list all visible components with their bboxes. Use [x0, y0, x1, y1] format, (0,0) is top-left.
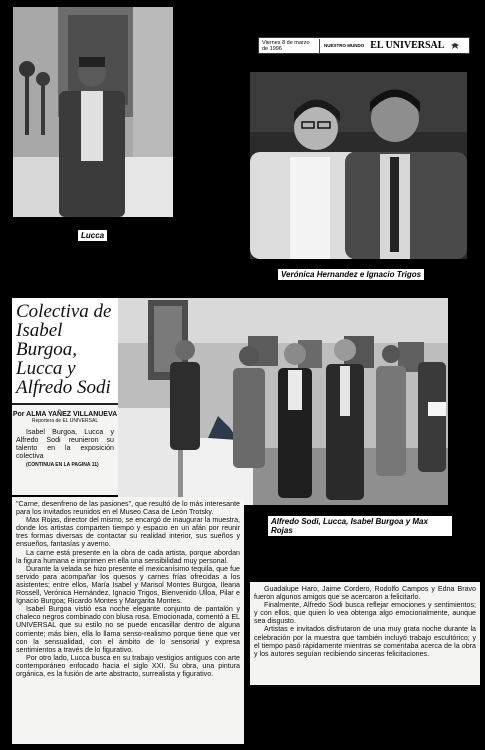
continuation-paragraph: Finalmente, Alfredo Sodi busca reflejar emociones y sentimientos; y con ellos, que quien lo vea obtenga algo emocionalmente, aunque sea disgusto.: [254, 601, 476, 626]
caption-photo-group-text: Alfredo Sodi, Lucca, Isabel Burgoa y Max Rojas: [271, 517, 428, 535]
article-continuation: [250, 582, 480, 685]
continuation-paragraph: Artistas e invitados disfrutaron de una muy grata noche durante la celebración por la muestra que también incluyó trabajo escultórico; y el tiempo pasó rápidamente mientras se comentaba acerca de la obra y los autores seguían recibiendo sinceras felicitaciones.: [254, 625, 476, 658]
photo-veronica-ignacio: [250, 72, 467, 259]
article-continued-note: (CONTINUA EN LA PAGINA 11): [26, 462, 99, 469]
masthead: [258, 37, 470, 54]
article-lead: [12, 424, 118, 460]
article-paragraph: Max Rojas, director del mismo, se encargó de inaugurar la muestra, donde los artistas comparten tiempo y espacio en un afán por reunir tres formas diversas de contactar su realidad interior, sus sueños y ensueños, fantasías y averno.: [16, 516, 240, 549]
article-paragraph: Durante la velada se hizo presente el mexicanísimo tequila, que fue servido para acompañar los quesos y carnes frías ofrecidas a los asistentes; entre ellos, María Isabel y Marisol Montes Burgoa, Ileana Rossell, Verónica Hernández, Ignacio Trigos, Bienvenido Ulloa, Pilar e Ignacio Burgoa; Ricardo Montes y Margarita Montes.: [16, 564, 240, 606]
continuation-paragraph: Guadalupe Haro, Jaime Cordero, Rodolfo Campos y Edna Bravo fueron algunos amigos que se acercaron a felicitarlo.: [254, 585, 476, 602]
article-author: Por ALMA YAÑEZ VILLANUEVA: [12, 411, 118, 418]
article-paragraph: Por otro lado, Lucca busca en su trabajo vestigios antiguos con arte contemporáneo enfocado hacia el siglo XXI. Su obra, una pintura orgánica, es la fusión de arte abstracto, surrealista y figurativo.: [16, 653, 240, 678]
article-paragraph: La carne está presente en la obra de cada artista, porque abordan la figura humana e imprimen en ella una sensibilidad muy personal.: [16, 548, 240, 565]
article-paragraph: Isabel Burgoa vistió esa noche elegante conjunto de pantalón y chaleco negros combinado con blusa rosa. Emocionada, comentó a EL UNIVERSAL que su estilo no se puede encasillar dentro de alguna corriente; más bien, ella lo llama senso-realismo porque tiene que ver con la sensualidad, con el ámbito de lo sensorial y expresa sentimientos a través de lo figurativo.: [16, 605, 240, 654]
photo-lucca: [13, 7, 173, 217]
masthead-publication: EL UNIVERSAL: [370, 40, 445, 51]
caption-photo-veronica-ignacio: Verónica Hernandez e Ignacio Trigos: [278, 269, 424, 280]
masthead-section: NUESTRO MUNDO: [324, 43, 365, 48]
article-lead-text: Isabel Burgoa, Lucca y Alfredo Sodi reunieron su talento en la exposición colectiva: [16, 428, 114, 461]
caption-photo-group: [268, 516, 452, 536]
article-paragraph: "Carne, desenfreno de las pasiones", que resultó de lo más interesante para los invitados reunidos en el Museo Casa de León Trotsky.: [16, 500, 240, 517]
eagle-emblem-icon: [450, 41, 460, 51]
photo-group: [118, 298, 448, 505]
article-author-role: Reportera de EL UNIVERSAL: [31, 418, 99, 424]
article-header: [12, 298, 118, 495]
caption-photo-lucca: Lucca: [78, 230, 107, 241]
article-body: [12, 497, 244, 744]
article-headline: Colectiva de Isabel Burgoa, Lucca y Alfredo Sodi: [12, 298, 118, 405]
masthead-date: Viernes 8 de marzo de 1996: [259, 39, 320, 53]
